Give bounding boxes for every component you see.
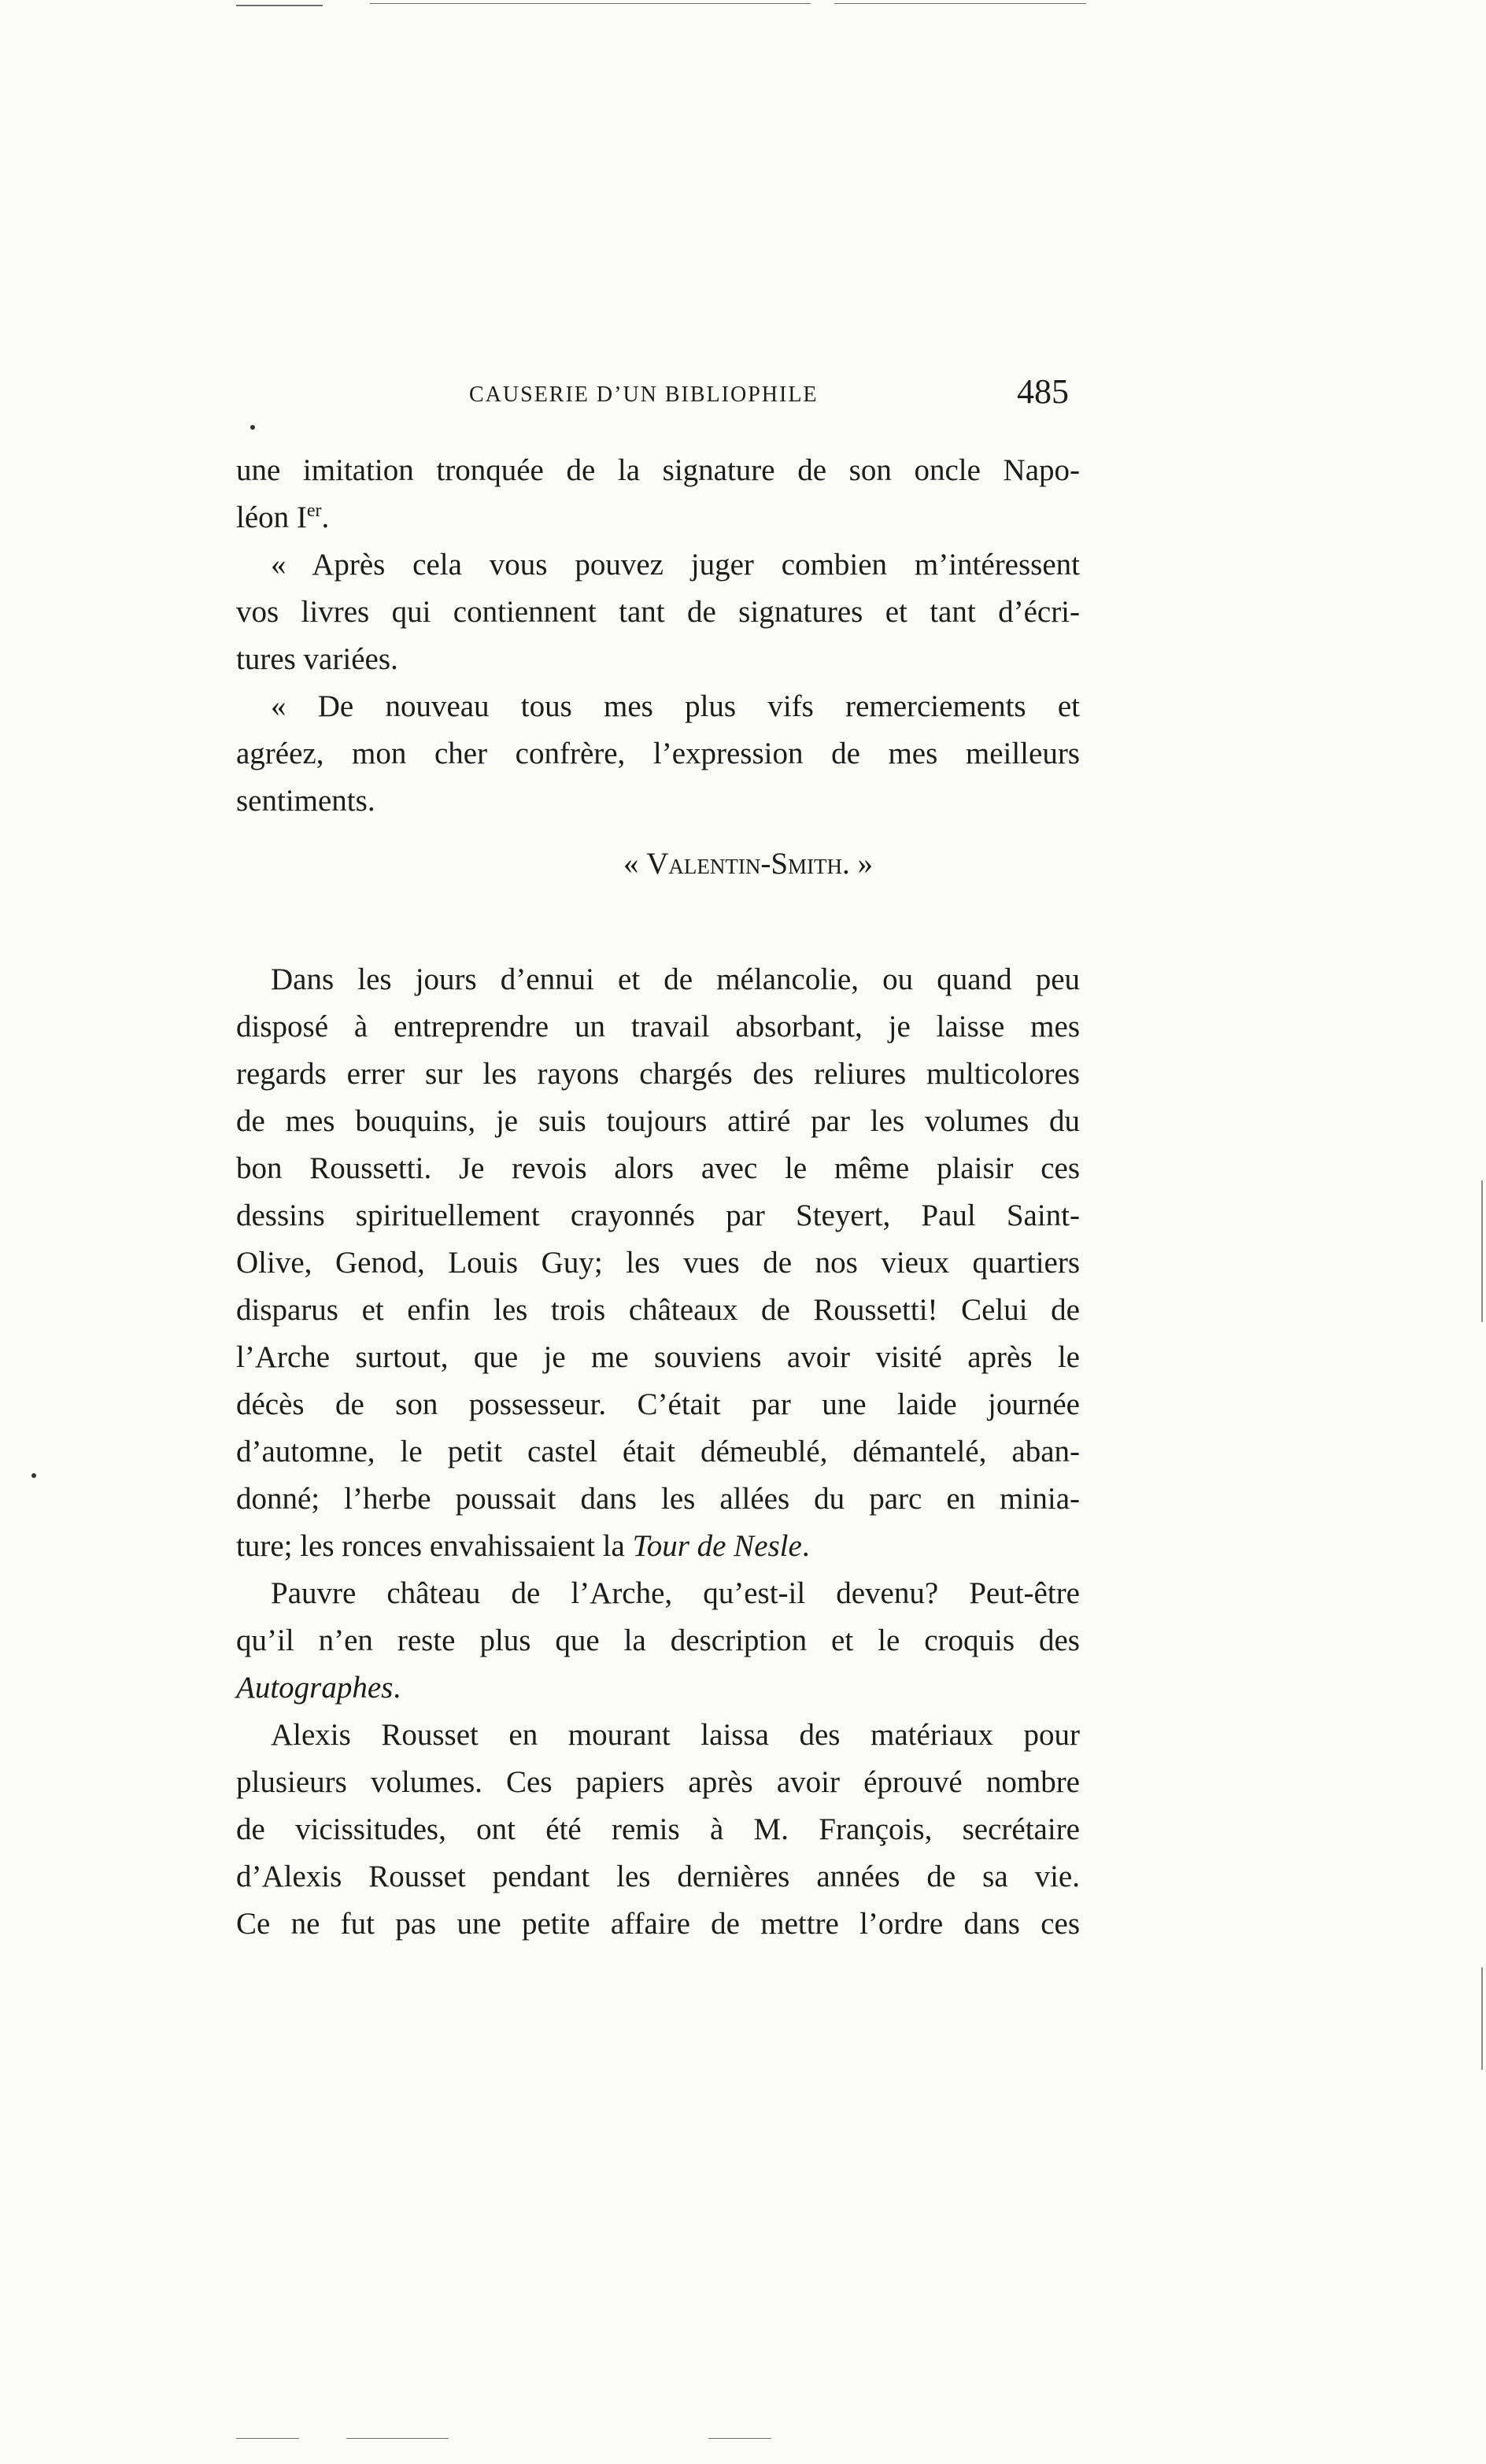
scan-edge-line (370, 3, 811, 4)
text-line: l’Arche surtout, que je me souviens avoir visité après le (236, 1340, 1080, 1374)
text-line: sentiments. (236, 784, 375, 818)
text-line: disparus et enfin les trois châteaux de Roussetti! Celui de (236, 1293, 1080, 1327)
text-line: regards errer sur les rayons chargés des reliures multicolores (236, 1057, 1080, 1091)
signature-name: Valentin-Smith. (646, 847, 850, 881)
text-run: . (321, 501, 330, 534)
text-line: agréez, mon cher confrère, l’expression de mes meilleurs (236, 737, 1080, 770)
scan-edge-line (708, 2438, 771, 2439)
scan-speck (250, 425, 255, 430)
text-line: d’automne, le petit castel était démeublé, démantelé, aban- (236, 1435, 1080, 1468)
text-line: Olive, Genod, Louis Guy; les vues de nos vieux quartiers (236, 1246, 1080, 1280)
text-run: . (801, 1529, 810, 1563)
letter-closing-block (236, 447, 1080, 825)
superscript: er (306, 501, 322, 521)
text-line: plusieurs volumes. Ces papiers après avoir éprouvé nombre (236, 1765, 1080, 1799)
text-line: Dans les jours d’ennui et de mélancolie, ou quand peu (271, 962, 1080, 996)
text-line: tures variées. (236, 642, 398, 676)
italic-title: Autographes (236, 1671, 394, 1705)
text-line: Ce ne fut pas une petite affaire de mettre l’ordre dans ces (236, 1907, 1080, 1941)
scan-edge-line (236, 2438, 299, 2439)
text-line: « Après cela vous pouvez juger combien m’intéressent (271, 548, 1080, 582)
text-line: qu’il n’en reste plus que la description et le croquis des (236, 1624, 1080, 1657)
scan-side-mark (1481, 1180, 1483, 1322)
text-line: de vicissitudes, ont été remis à M. François, secrétaire (236, 1812, 1080, 1846)
text-line: Pauvre château de l’Arche, qu’est-il devenu? Peut-être (271, 1576, 1080, 1610)
scan-edge-line (236, 5, 323, 6)
text-run: ture; les ronces envahissaient la (236, 1529, 633, 1563)
scan-speck (31, 1473, 36, 1478)
scan-edge-line (346, 2438, 449, 2439)
scan-edge-line (834, 3, 1086, 4)
italic-title: Tour de Nesle (632, 1529, 802, 1563)
body-text-block (236, 956, 1080, 1948)
text-line: « De nouveau tous mes plus vifs remerciements et (271, 689, 1080, 723)
text-line: disposé à entreprendre un travail absorbant, je laisse mes (236, 1010, 1080, 1044)
text-line: donné; l’herbe poussait dans les allées du parc en minia- (236, 1482, 1080, 1516)
text-line: d’Alexis Rousset pendant les dernières années de sa vie. (236, 1860, 1080, 1893)
text-run: . (393, 1671, 401, 1705)
text-line (236, 494, 1080, 541)
scan-side-mark (1481, 1967, 1483, 2070)
text-line: bon Roussetti. Je revois alors avec le même plaisir ces (236, 1151, 1080, 1185)
text-line: une imitation tronquée de la signature de son oncle Napo- (236, 453, 1080, 487)
text-line: décès de son possesseur. C’était par une laide journée (236, 1387, 1080, 1421)
text-line (236, 1664, 1080, 1712)
text-line: vos livres qui contiennent tant de signatures et tant d’écri- (236, 595, 1080, 629)
text-line (236, 1523, 1080, 1570)
quote-close: » (849, 847, 874, 881)
running-title: CAUSERIE D’UN BIBLIOPHILE (469, 382, 819, 407)
text-line: Alexis Rousset en mourant laissa des matériaux pour (271, 1718, 1080, 1752)
text-line: de mes bouquins, je suis toujours attiré par les volumes du (236, 1104, 1080, 1138)
letter-signature (623, 846, 873, 881)
quote-open: « (623, 847, 647, 881)
text-line: dessins spirituellement crayonnés par Steyert, Paul Saint- (236, 1199, 1080, 1232)
text-run: léon I (236, 501, 307, 534)
page-number: 485 (1017, 372, 1069, 411)
